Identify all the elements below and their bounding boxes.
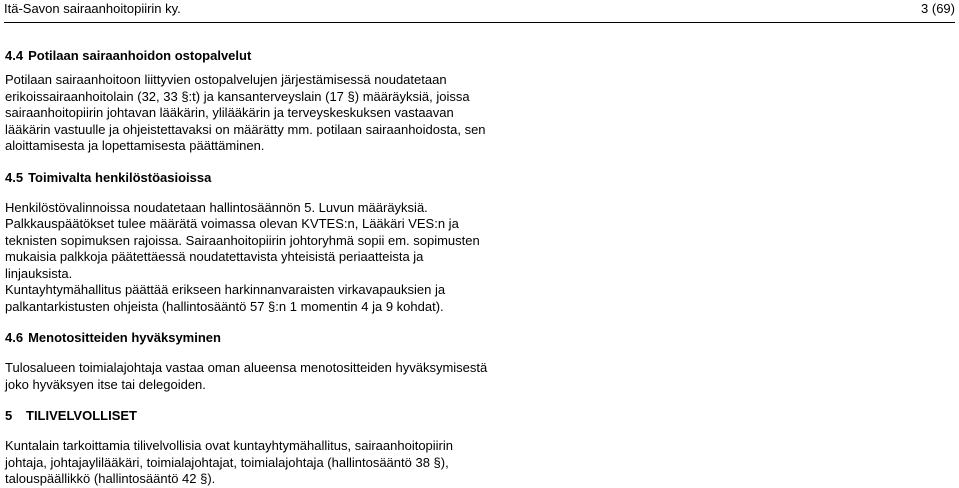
paragraph-line: Kuntayhtymähallitus päättää erikseen harkinnanvaraisten virkavapauksien ja [5, 282, 446, 297]
header-divider [4, 22, 955, 23]
paragraph-line: mukaisia palkkoja päätettäessä noudatettavista yhteisistä periaatteista ja [5, 249, 424, 264]
section-paragraph [5, 438, 945, 488]
paragraph-line: Kuntalain tarkoittamia tilivelvollisia ovat kuntayhtymähallitus, sairaanhoitopiirin [5, 438, 453, 453]
section-heading-4-5 [5, 170, 945, 186]
paragraph-line: joko hyväksyen itse tai delegoiden. [5, 376, 206, 392]
paragraph-line: talouspäällikkö (hallintosääntö 42 §). [5, 471, 216, 486]
paragraph-line: erikoissairaanhoitolain (32, 33 §:t) ja kansanterveyslain (17 §) määräyksiä, joissa [5, 88, 470, 104]
section-title: Menotositteiden hyväksyminen [28, 330, 221, 345]
section-paragraph [5, 72, 945, 155]
paragraph-line: sairaanhoitopiirin johtavan lääkärin, ylilääkärin ja terveyskeskuksen vastaavan [5, 105, 454, 120]
page-number: 3 (69) [921, 1, 955, 16]
section-title: Toimivalta henkilöstöasioissa [28, 169, 212, 185]
paragraph-line: Henkilöstövalinnoissa noudatetaan hallintosäännön 5. Luvun määräyksiä. [5, 199, 428, 215]
organization-name: Itä-Savon sairaanhoitopiirin ky. [4, 1, 181, 16]
section-number: 4.6 [5, 330, 24, 345]
paragraph-line: Palkkauspäätökset tulee määrätä voimassa olevan KVTES:n, Lääkäri VES:n ja [5, 216, 459, 231]
paragraph-line: teknisten sopimuksen rajoissa. Sairaanhoitopiirin johtoryhmä sopii em. sopimusten [5, 232, 480, 248]
section-number: 4.5 [5, 169, 24, 185]
paragraph-line: aloittamisesta ja lopettamisesta päättäminen. [5, 138, 265, 153]
section-number: 5 [5, 408, 13, 423]
paragraph-line: Potilaan sairaanhoitoon liittyvien ostopalvelujen järjestämisessä noudatetaan [5, 72, 447, 87]
section-heading-5 [5, 408, 945, 424]
paragraph-line: linjauksista. [5, 265, 73, 281]
section-number: 4.4 [5, 48, 24, 63]
section-title: Potilaan sairaanhoidon ostopalvelut [28, 48, 252, 63]
paragraph-line: Tulosalueen toimialajohtaja vastaa oman alueensa menotositteiden hyväksymisestä [5, 360, 488, 375]
section-paragraph [5, 216, 945, 315]
document-body [5, 48, 945, 488]
section-title: TILIVELVOLLISET [26, 408, 137, 423]
section-paragraph [5, 360, 945, 393]
paragraph-line: lääkärin vastuulle ja ohjeistettavaksi on määrätty mm. potilaan sairaanhoidosta, sen [5, 121, 486, 137]
paragraph-line: palkantarkistusten ohjeista (hallintosääntö 57 §:n 1 momentin 4 ja 9 kohdat). [5, 298, 444, 314]
section-heading-4-6 [5, 330, 945, 346]
paragraph-line: johtaja, johtajaylilääkäri, toimialajohtajat, toimialajohtaja (hallintosääntö 38 §), [5, 454, 449, 470]
section-heading-4-4 [5, 48, 945, 64]
